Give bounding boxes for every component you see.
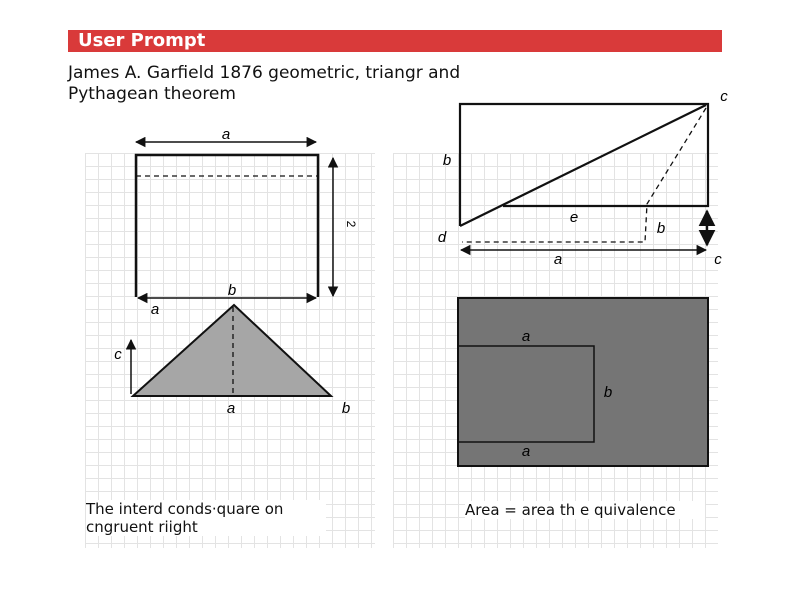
left-triangle-figure xyxy=(114,282,350,417)
right-caption-text: Area = area th e quivalence xyxy=(465,501,676,519)
left-rectangle-figure xyxy=(136,126,358,318)
square-bottom-a-label: a xyxy=(521,443,531,460)
base-b-label: b xyxy=(341,400,351,417)
side-c-label: c xyxy=(114,346,122,363)
left-d-label: d xyxy=(437,229,447,246)
title-line-1: James A. Garfield 1876 geometric, triangr and xyxy=(68,63,461,83)
right-trapezoid-figure xyxy=(438,88,728,268)
square-right-b-label: b xyxy=(603,384,613,401)
base-a-label: a xyxy=(226,400,236,417)
title-line-2: Pythagean theorem xyxy=(68,84,236,104)
left-b-label: b xyxy=(442,152,452,169)
bottom-a-label: a xyxy=(553,251,563,268)
top-dimension-label: a xyxy=(221,126,231,143)
apex-label: b xyxy=(227,282,237,299)
bottom-left-label: a xyxy=(150,301,160,318)
corner-c-top-label: c xyxy=(720,88,728,105)
area-square-figure xyxy=(458,298,708,466)
corner-c-bottom-label: c xyxy=(714,251,722,268)
inner-e-label: e xyxy=(569,209,579,226)
left-caption xyxy=(86,500,326,536)
left-caption-line-1: The interd conds·quare on xyxy=(86,500,284,518)
diagonal-hypotenuse xyxy=(460,105,706,226)
right-caption xyxy=(465,501,705,519)
right-dimension-label: 2 xyxy=(344,220,358,228)
inner-b-label: b xyxy=(656,220,666,237)
dashed-diagonal xyxy=(462,108,706,242)
header-label: User Prompt xyxy=(78,30,206,51)
left-caption-line-2: cngruent riight xyxy=(86,518,198,536)
shaded-triangle xyxy=(133,305,331,396)
square-top-a-label: a xyxy=(521,328,531,345)
outer-square xyxy=(458,298,708,466)
